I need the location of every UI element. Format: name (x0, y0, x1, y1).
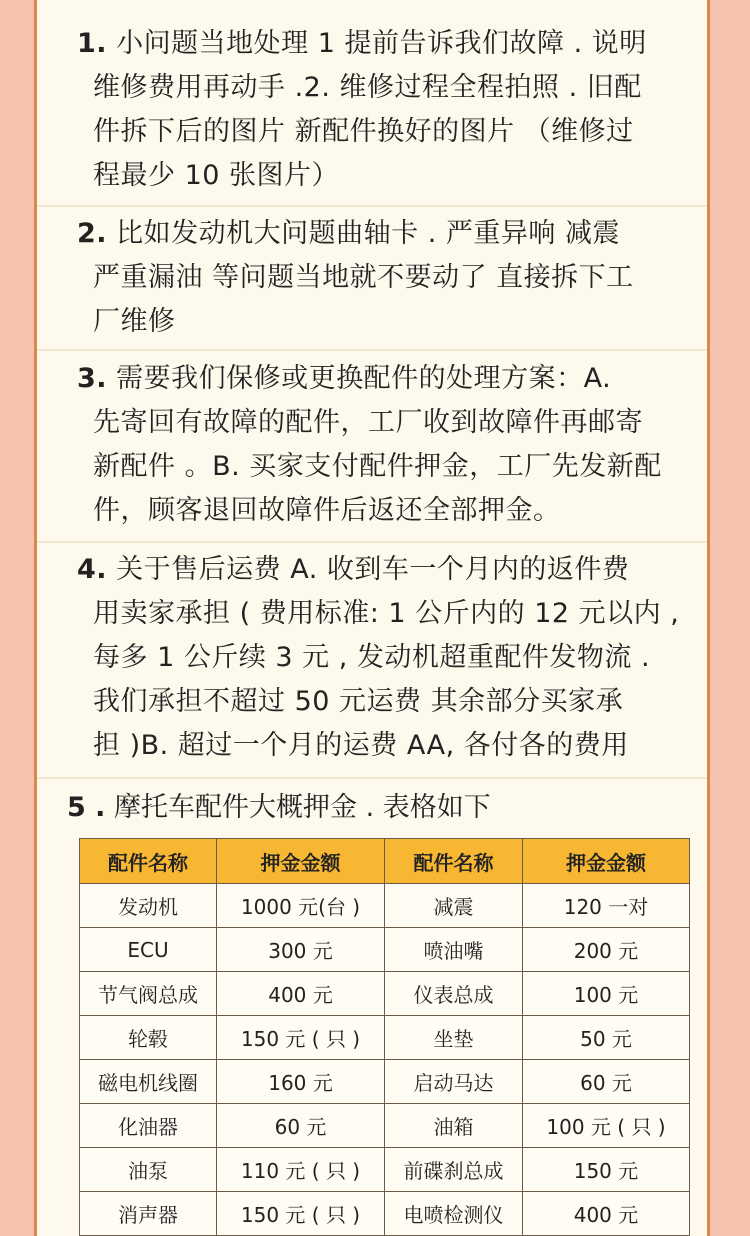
item-4 (77, 548, 681, 768)
section-5-title (67, 786, 491, 830)
table-cell: 100 元 (523, 972, 690, 1016)
table-cell: 节气阀总成 (80, 972, 217, 1016)
table-cell: 150 元 (523, 1148, 690, 1192)
table-cell: 400 元 (523, 1192, 690, 1236)
item-number: 3. (77, 363, 108, 394)
table-cell: 150 元 ( 只 ) (217, 1016, 385, 1060)
column-header: 押金金额 (523, 839, 690, 884)
item-3 (77, 357, 681, 533)
item-line: 新配件 。B. 买家支付配件押金，工厂先发新配 (93, 451, 662, 482)
table-cell: 仪表总成 (385, 972, 523, 1016)
table-cell: 100 元 ( 只 ) (523, 1104, 690, 1148)
table-row (80, 972, 690, 1016)
item-line: 件拆下后的图片 新配件换好的图片 （维修过 (93, 116, 634, 147)
item-line: 用卖家承担 ( 费用标准: 1 公斤内的 12 元以内 , (93, 598, 680, 629)
item-number: 1. (77, 28, 108, 59)
table-cell: 减震 (385, 884, 523, 928)
table-row (80, 1192, 690, 1236)
table-cell: 坐垫 (385, 1016, 523, 1060)
section-2 (37, 207, 707, 351)
section-5-heading: 摩托车配件大概押金 . 表格如下 (114, 792, 491, 823)
table-cell: 化油器 (80, 1104, 217, 1148)
item-line: 每多 1 公斤续 3 元 , 发动机超重配件发物流 . (93, 642, 651, 673)
table-cell: 油泵 (80, 1148, 217, 1192)
item-number: 4. (77, 554, 108, 585)
table-cell: 60 元 (217, 1104, 385, 1148)
item-line: 程最少 10 张图片） (93, 160, 340, 191)
item-line: 先寄回有故障的配件，工厂收到故障件再邮寄 (93, 407, 643, 438)
table-cell: 前碟刹总成 (385, 1148, 523, 1192)
column-header: 配件名称 (80, 839, 217, 884)
table-row (80, 884, 690, 928)
table-cell: 轮毂 (80, 1016, 217, 1060)
item-line: 担 )B. 超过一个月的运费 AA, 各付各的费用 (93, 730, 629, 761)
section-1 (37, 0, 707, 207)
table-cell: 300 元 (217, 928, 385, 972)
table-cell: 发动机 (80, 884, 217, 928)
item-line: 关于售后运费 A. 收到车一个月内的返件费 (116, 554, 630, 585)
item-line: 厂维修 (93, 306, 176, 337)
table-row (80, 1148, 690, 1192)
table-cell: 消声器 (80, 1192, 217, 1236)
item-line: 比如发动机大问题曲轴卡 . 严重异响 减震 (116, 218, 620, 249)
table-cell: 油箱 (385, 1104, 523, 1148)
table-cell: 150 元 ( 只 ) (217, 1192, 385, 1236)
item-line: 严重漏油 等问题当地就不要动了 直接拆下工 (93, 262, 634, 293)
table-cell: 60 元 (523, 1060, 690, 1104)
table-cell: 启动马达 (385, 1060, 523, 1104)
content-panel (34, 0, 710, 1236)
table-cell: 电喷检测仪 (385, 1192, 523, 1236)
item-line: 小问题当地处理 1 提前告诉我们故障 . 说明 (116, 28, 647, 59)
table-row (80, 1104, 690, 1148)
table-row (80, 1060, 690, 1104)
item-number: 2. (77, 218, 108, 249)
item-2 (77, 212, 681, 344)
item-line: 我们承担不超过 50 元运费 其余部分买家承 (93, 686, 624, 717)
item-line: 需要我们保修或更换配件的处理方案：A. (116, 363, 612, 394)
table-cell: 喷油嘴 (385, 928, 523, 972)
table-cell: 400 元 (217, 972, 385, 1016)
item-number: 5 . (67, 792, 106, 823)
item-line: 维修费用再动手 .2. 维修过程全程拍照 . 旧配 (93, 72, 642, 103)
table-cell: 160 元 (217, 1060, 385, 1104)
item-1 (77, 22, 681, 198)
section-4 (37, 543, 707, 779)
item-line: 件，顾客退回故障件后返还全部押金。 (93, 495, 561, 526)
table-header-row (80, 839, 690, 884)
deposit-table (79, 838, 690, 1236)
table-row (80, 928, 690, 972)
table-row (80, 1016, 690, 1060)
table-cell: 1000 元(台 ) (217, 884, 385, 928)
column-header: 配件名称 (385, 839, 523, 884)
table-cell: 110 元 ( 只 ) (217, 1148, 385, 1192)
table-cell: 200 元 (523, 928, 690, 972)
table-cell: ECU (80, 928, 217, 972)
column-header: 押金金额 (217, 839, 385, 884)
table-cell: 50 元 (523, 1016, 690, 1060)
table-cell: 120 一对 (523, 884, 690, 928)
table-cell: 磁电机线圈 (80, 1060, 217, 1104)
section-3 (37, 351, 707, 543)
